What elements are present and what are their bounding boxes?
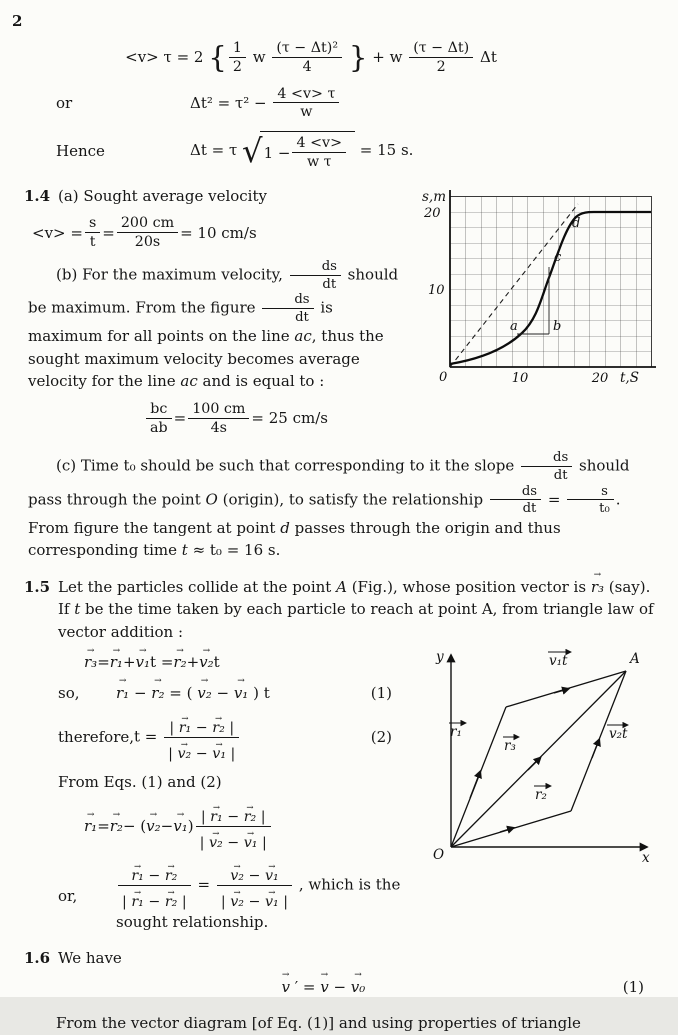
connector-so: so, xyxy=(58,683,80,702)
point-c-label: c xyxy=(554,249,562,265)
y-axis-label: y xyxy=(436,649,444,666)
point-A-label: A xyxy=(630,651,640,668)
equation-number-2: (2) xyxy=(370,728,392,747)
x-axis-label: t,S xyxy=(620,369,639,386)
closing-paragraph: From the vector diagram [of Eq. (1)] and using properties of triangle xyxy=(56,1014,581,1033)
x-tick-0: 0 xyxy=(439,369,448,385)
problem-1-5-intro: Let the particles collide at the point A (Fig.), whose position vector is → r₃ (say). If t be the time taken by each particle to reach at point A, from triangle law of vector addition : xyxy=(58,576,658,644)
point-b-label: b xyxy=(553,318,562,334)
equation-row-hence xyxy=(24,131,658,171)
problem-number-1-5: 1.5 xyxy=(24,577,51,596)
section-1-4-heading xyxy=(24,185,408,208)
section-1-5 xyxy=(24,576,658,933)
x-tick-10: 10 xyxy=(511,370,529,386)
graph-grid xyxy=(450,196,652,367)
equation-row-relative-velocity xyxy=(24,976,658,999)
part-a-heading: (a) Sought average velocity xyxy=(58,186,267,205)
connector-or: or, xyxy=(58,887,78,906)
section-1-6 xyxy=(24,947,658,1035)
from-eqs-line: From Eqs. (1) and (2) xyxy=(58,772,222,791)
connector-therefore: therefore, xyxy=(58,728,135,747)
equation-number-1: (1) xyxy=(370,683,392,702)
section-1-6-heading xyxy=(24,947,658,970)
equation-row-so xyxy=(24,682,406,705)
equation-dt-squared: Δt² = τ² − $\frac{4 <v> \tau}{w}$ xyxy=(144,86,341,122)
r2-label: r₂ xyxy=(535,787,547,804)
connector-hence: Hence xyxy=(56,141,105,160)
r3-arrowhead xyxy=(528,758,540,770)
equation-number-1: (1) xyxy=(622,977,644,996)
y-tick-10: 10 xyxy=(428,282,445,298)
equation-row-or xyxy=(24,86,658,122)
connector-or: or xyxy=(56,94,73,113)
page-number: 2 xyxy=(12,12,23,30)
equation-row-or-relationship xyxy=(24,860,406,933)
v2t-arrowhead xyxy=(592,740,599,758)
equation-max-velocity: $\frac{bc}{ab}$ = $\frac{100 cm}{4s}$ = 25 cm/s xyxy=(24,401,408,437)
section-1-4 xyxy=(24,185,658,562)
equation-1: → r₁ − → r₂ = ( → v₂ − → v₁ ) t xyxy=(116,682,270,705)
equation-row-therefore xyxy=(24,712,406,763)
v1t-arrowhead xyxy=(554,689,568,693)
r1-arrowhead xyxy=(470,772,480,798)
equation-triangle-law: → r₃ = → r₁ + → v₁ t = → r₂ + → v₂ t xyxy=(24,651,406,674)
y-tick-20: 20 xyxy=(424,205,441,221)
x-axis-label: x xyxy=(642,850,650,867)
equation-avg-velocity-expansion: <v> τ = 2 { $\frac{1}{2}$ w $\frac{\text{(τ − Δt)²}}{4}$ } + w $\frac{(\tau - \Delta t)}{2}$ Δt xyxy=(125,40,497,75)
r3-label: r₃ xyxy=(504,738,516,755)
equation-r1-result: → r₁ = → r₂ − ( → v₂ − → v₁ ) $\frac{\text{| → r₁ − → r₂ |}}{\text{| → v₂ − → v₁ |}}$ xyxy=(24,801,406,852)
point-a-label: a xyxy=(510,318,518,334)
equation-relative-velocity: → v ′ = → v − → v₀ xyxy=(24,976,623,999)
part-b-paragraph: (b) For the maximum velocity, $\frac{ds}{dt}$ should be maximum. From the figure $\frac{ds}{dt}$ is maximum for all points on the line ac, thus the sought maximum velocity becomes average velocity for the line ac and is equal to : xyxy=(28,259,399,391)
s-t-graph-svg xyxy=(420,187,658,395)
equation-dt-result: Δt = τ √ 1 − $\frac{4 <v>}{\text{w τ}}$ = 15 s. xyxy=(190,132,414,171)
vector-diagram-svg xyxy=(418,643,658,865)
y-axis-label: s,m xyxy=(422,188,447,205)
equation-average-velocity: <v> = $\frac{s}{t}$ = $\frac{200 cm}{20s}$ = 10 cm/s xyxy=(32,215,257,251)
equation-2: t = $\frac{\text{| → r₁ − → r₂ |}}{\text{| → v₂ − → v₁ |}}$ xyxy=(134,712,241,763)
problem-number-1-4: 1.4 xyxy=(24,186,51,205)
section-1-5-heading xyxy=(24,576,658,644)
r2-arrowhead xyxy=(500,828,513,832)
v1t-label: v₁t xyxy=(549,653,568,670)
equation-sought-relationship: → $\frac{\text{r₁ − → r₂}}{\text{| → r₁ − → r₂ |}}$ = → $\frac{\text{v₂ − → v₁}}{\text{| → v₂ − → v₁ |}}$ , which is the sought relationship. xyxy=(116,860,406,933)
point-d-label: d xyxy=(572,215,581,231)
x-tick-20: 20 xyxy=(591,370,609,386)
part-c-paragraph: (c) Time t₀ should be such that corresponding to it the slope $\frac{ds}{dt}$ should pass through the point O (origin), to satisfy the relationship $\frac{ds}{dt}$ = $\frac{s}{\text{t₀}}$ . From figure the tangent at point d passes through the origin and thus corresponding time t ≈ t₀ = 16 s. xyxy=(28,450,630,560)
r1-label: r₁ xyxy=(450,724,462,741)
v2t-label: v₂t xyxy=(609,726,628,743)
figure-vector-diagram xyxy=(418,643,658,872)
problem-number-1-6: 1.6 xyxy=(24,949,51,968)
we-have-text: We have xyxy=(58,949,122,968)
origin-label: O xyxy=(433,847,445,864)
figure-distance-time-graph xyxy=(420,187,658,402)
